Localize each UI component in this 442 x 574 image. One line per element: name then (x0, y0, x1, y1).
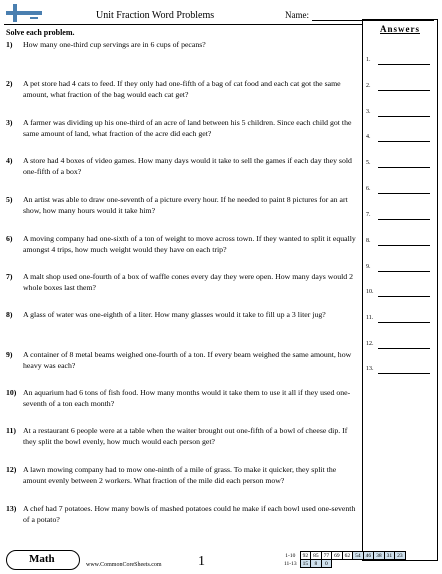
question-9 (6, 350, 356, 371)
answer-blank[interactable] (378, 245, 430, 246)
score-cell: 85 (311, 552, 322, 560)
question-text: A moving company had one-sixth of a ton of weight to move across town. If they wanted to split it equally amongst 4 trips, how much weight would they have on each trip? (23, 234, 356, 254)
score-cell: 62 (342, 552, 353, 560)
score-cell: 77 (321, 552, 332, 560)
answer-line-1[interactable] (363, 55, 437, 67)
answer-blank[interactable] (378, 271, 430, 272)
answer-line-2[interactable] (363, 81, 437, 93)
answer-number: 4. (366, 134, 371, 140)
score-range-label: 11-13 (284, 560, 297, 567)
answer-blank[interactable] (378, 116, 430, 117)
answer-number: 10. (366, 289, 374, 295)
question-number: 3) (6, 118, 13, 127)
question-10 (6, 388, 356, 409)
question-text: At a restaurant 6 people were at a table when the waiter brought out one-fifth of a bowl of cheese dip. If they split the bowl evenly, how much would each person get? (23, 426, 348, 446)
instructions: Solve each problem. (6, 28, 75, 37)
question-number: 12) (6, 465, 17, 474)
question-text: A container of 8 metal beams weighed one-fourth of a ton. If every beam weighed the same amount, how heavy was each? (23, 350, 352, 370)
question-number: 2) (6, 79, 13, 88)
website-text: www.CommonCoreSheets.com (86, 562, 162, 568)
question-7 (6, 272, 356, 293)
answer-number: 13. (366, 366, 374, 372)
answer-blank[interactable] (378, 219, 430, 220)
question-12 (6, 465, 356, 486)
answer-line-11[interactable] (363, 313, 437, 325)
score-row (282, 552, 405, 560)
question-2 (6, 79, 356, 100)
answer-blank[interactable] (378, 373, 430, 374)
plus-minus-logo-icon (4, 2, 44, 24)
score-cell: 69 (332, 552, 343, 560)
worksheet-title: Unit Fraction Word Problems (96, 10, 215, 21)
answer-line-7[interactable] (363, 210, 437, 222)
worksheet-footer (0, 548, 442, 574)
question-text: A pet store had 4 cats to feed. If they only had one-fifth of a bag of cat food and each cat got the same amount, what fraction of the bag would each cat get? (23, 79, 341, 99)
score-cell: 46 (363, 552, 374, 560)
question-text: An aquarium had 6 tons of fish food. How many months would it take them to use it all if they used one-seventh of a ton each month? (23, 388, 351, 408)
question-text: A farmer was dividing up his one-third of an acre of land between his 5 children. Since each child got the same amount of land, what fraction of the acre did each get? (23, 118, 352, 138)
answer-line-9[interactable] (363, 262, 437, 274)
answer-line-4[interactable] (363, 132, 437, 144)
question-number: 11) (6, 426, 16, 435)
score-cell: 0 (321, 560, 332, 568)
answer-blank[interactable] (378, 141, 430, 142)
score-row (282, 560, 405, 568)
answer-number: 1. (366, 57, 371, 63)
answer-number: 7. (366, 212, 371, 218)
question-number: 5) (6, 195, 13, 204)
question-number: 8) (6, 310, 13, 319)
answer-number: 12. (366, 341, 374, 347)
question-number: 6) (6, 234, 13, 243)
answer-blank[interactable] (378, 64, 430, 65)
question-number: 4) (6, 156, 13, 165)
score-cell: 8 (311, 560, 322, 568)
answer-line-13[interactable] (363, 364, 437, 376)
question-11 (6, 426, 356, 447)
question-text: How many one-third cup servings are in 6 cups of pecans? (23, 40, 206, 49)
question-6 (6, 234, 356, 255)
subject-label: Math (29, 553, 55, 565)
answer-number: 6. (366, 186, 371, 192)
page-number: 1 (198, 554, 205, 569)
subject-badge (6, 550, 80, 570)
score-cell: 92 (300, 552, 311, 560)
answer-blank[interactable] (378, 193, 430, 194)
question-number: 13) (6, 504, 17, 513)
score-cell: 15 (300, 560, 311, 568)
question-text: A glass of water was one-eighth of a liter. How many glasses would it take to fill up a 3 liter jug? (23, 310, 326, 319)
header-divider (4, 24, 362, 25)
answer-panel (362, 19, 438, 561)
question-number: 10) (6, 388, 17, 397)
question-3 (6, 118, 356, 139)
question-number: 7) (6, 272, 13, 281)
answer-line-5[interactable] (363, 158, 437, 170)
question-number: 9) (6, 350, 13, 359)
name-label: Name: (285, 10, 309, 20)
answer-blank[interactable] (378, 296, 430, 297)
score-table (282, 551, 406, 568)
question-text: A chef had 7 potatoes. How many bowls of mashed potatoes could he make if each bowl used one-seventh of a potato? (23, 504, 356, 524)
answer-blank[interactable] (378, 322, 430, 323)
answer-line-10[interactable] (363, 287, 437, 299)
answer-number: 8. (366, 238, 371, 244)
score-range-label: 1-10 (285, 552, 296, 559)
answer-blank[interactable] (378, 348, 430, 349)
answer-number: 2. (366, 83, 371, 89)
question-text: A lawn mowing company had to mow one-ninth of a mile of grass. To make it quicker, they split the amount evenly between 2 workers. What fraction of the mile did each person mow? (23, 465, 337, 485)
question-8 (6, 310, 356, 321)
answers-title: Answers (380, 24, 420, 34)
answer-line-6[interactable] (363, 184, 437, 196)
answer-blank[interactable] (378, 167, 430, 168)
question-4 (6, 156, 356, 177)
answer-blank[interactable] (378, 90, 430, 91)
question-number: 1) (6, 40, 13, 49)
question-text: A store had 4 boxes of video games. How many days would it take to sell the games if each day they sold one-fifth of a box? (23, 156, 352, 176)
question-5 (6, 195, 356, 216)
answer-number: 5. (366, 160, 371, 166)
score-cell: 31 (384, 552, 395, 560)
question-1 (6, 40, 356, 51)
answer-line-12[interactable] (363, 339, 437, 351)
question-13 (6, 504, 356, 525)
answer-number: 11. (366, 315, 374, 321)
score-cell: 23 (395, 552, 406, 560)
answer-number: 3. (366, 109, 371, 115)
score-cell: 38 (374, 552, 385, 560)
question-text: A malt shop used one-fourth of a box of waffle cones every day they were open. How many days would 2 whole boxes last them? (23, 272, 354, 292)
answer-line-8[interactable] (363, 236, 437, 248)
answer-number: 9. (366, 264, 371, 270)
score-cell: 54 (353, 552, 364, 560)
answer-line-3[interactable] (363, 107, 437, 119)
question-text: An artist was able to draw one-seventh of a picture every hour. If he needed to paint 8 pictures for an art show, how many hours would it take him? (23, 195, 348, 215)
